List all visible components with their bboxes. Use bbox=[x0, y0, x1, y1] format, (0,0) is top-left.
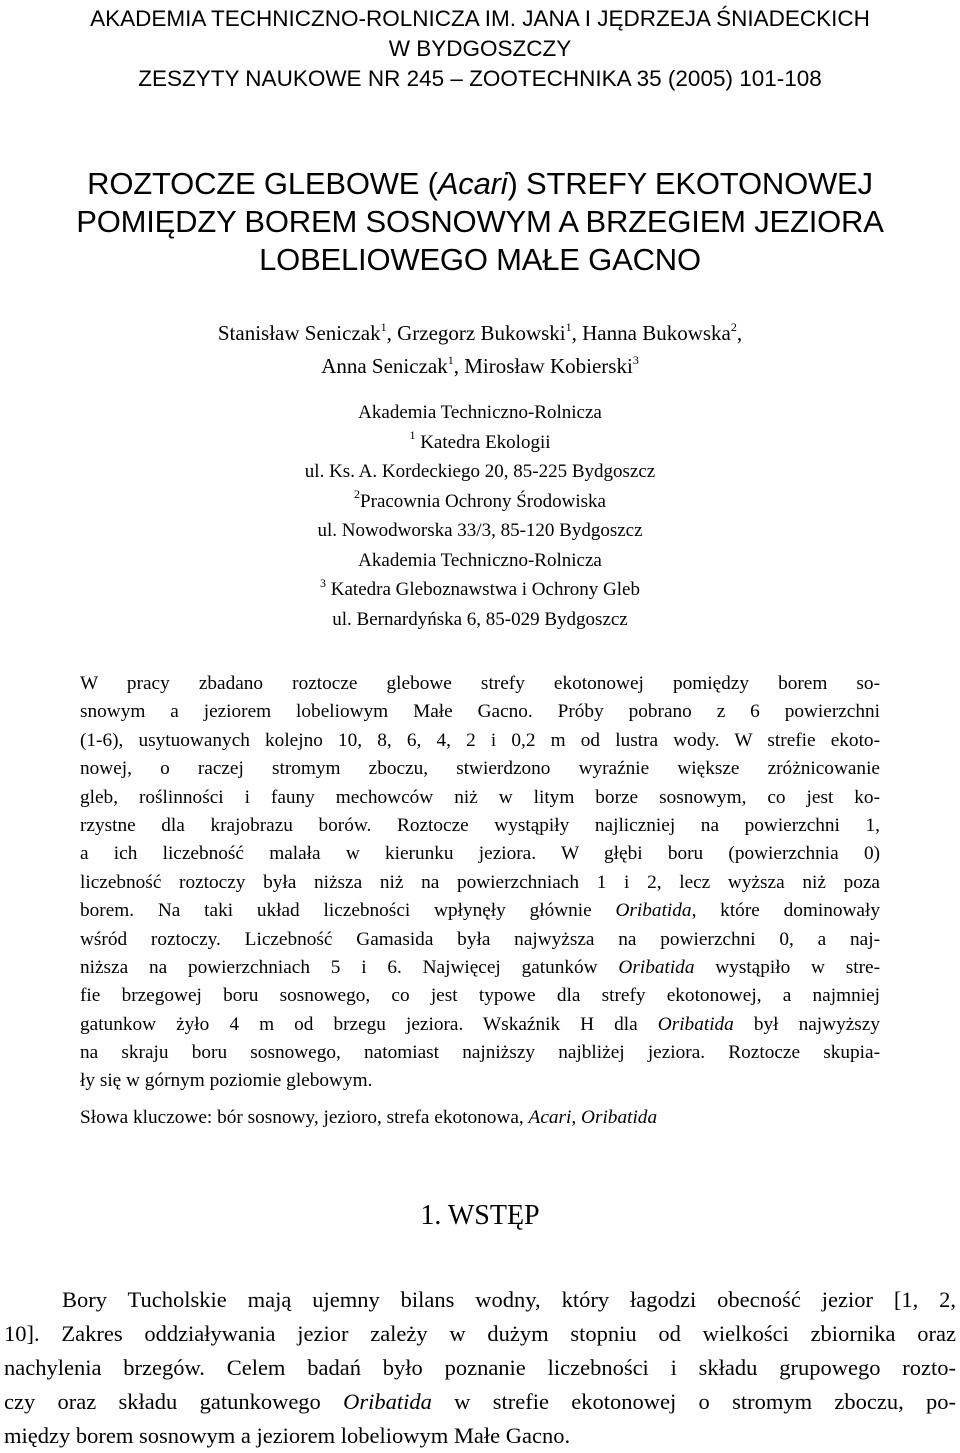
author-name: , Grzegorz Bukowski bbox=[386, 321, 566, 345]
abstract-line: nowej, o raczej stromym zboczu, stwierdzono wyraźnie większe zróżnicowanie bbox=[80, 758, 880, 780]
title-line-3: LOBELIOWEGO MAŁE GACNO bbox=[259, 242, 701, 277]
affiliation-line bbox=[0, 575, 960, 605]
author-name: Stanisław Seniczak bbox=[217, 321, 381, 345]
affiliation-line: Akademia Techniczno-Rolnicza bbox=[358, 402, 602, 423]
affiliation-marker: 1 bbox=[447, 353, 454, 367]
author-name: , Mirosław Kobierski bbox=[453, 354, 633, 378]
intro-line bbox=[4, 1385, 956, 1419]
title-text: ROZTOCZE GLEBOWE ( bbox=[87, 166, 438, 201]
affiliation-line: Akademia Techniczno-Rolnicza bbox=[358, 549, 602, 571]
affiliation-text: Pracownia Ochrony Środowiska bbox=[360, 490, 606, 512]
abstract-text: wystąpiło w stre- bbox=[694, 956, 881, 978]
abstract-line bbox=[80, 897, 880, 925]
affiliation-line bbox=[0, 428, 960, 458]
abstract-line: a ich liczebność malała w kierunku jeziora. W głębi boru (powierzchnia 0) bbox=[80, 843, 880, 865]
taxon-name: Oribatida bbox=[343, 1389, 432, 1414]
abstract-line: (1-6), usytuowanych kolejno 10, 8, 6, 4, 2 i 0,2 m od lustra wody. W strefie ekoto- bbox=[80, 729, 880, 751]
keywords-text: Słowa kluczowe: bór sosnowy, jezioro, strefa ekotonowa, bbox=[80, 1107, 529, 1128]
abstract-line: wśród roztoczy. Liczebność Gamasida była najwyższa na powierzchni 0, a naj- bbox=[80, 928, 880, 950]
affiliations bbox=[0, 398, 960, 634]
affiliation-line: ul. Bernardyńska 6, 85-029 Bydgoszcz bbox=[332, 608, 628, 630]
section-heading: 1. WSTĘP bbox=[420, 1200, 540, 1231]
separator: , bbox=[736, 321, 743, 345]
journal-header bbox=[0, 4, 960, 94]
author-name: Anna Seniczak bbox=[321, 354, 448, 378]
header-line-2: W BYDGOSZCZY bbox=[388, 36, 572, 61]
abstract-text: , które dominowały bbox=[691, 900, 880, 922]
affiliation-text: Katedra Gleboznawstwa i Ochrony Gleb bbox=[326, 579, 640, 600]
affiliation-marker: 3 bbox=[632, 353, 639, 367]
abstract-line: ły się w górnym poziomie glebowym. bbox=[80, 1070, 373, 1092]
intro-text: w strefie ekotonowej o stromym zboczu, po- bbox=[431, 1389, 956, 1414]
affiliation-text: Katedra Ekologii bbox=[415, 431, 551, 453]
abstract-line: rzystne dla krajobrazu borów. Roztocze wystąpiły najliczniej na powierzchni 1, bbox=[80, 814, 880, 836]
author-name: , Hanna Bukowska bbox=[571, 321, 731, 345]
abstract-line: snowym a jeziorem lobeliowym Małe Gacno. Próby pobrano z 6 powierzchni bbox=[80, 701, 880, 723]
title-text: ) STREFY EKOTONOWEJ bbox=[507, 166, 873, 201]
intro-line: między borem sosnowym a jeziorem lobeliowym Małe Gacno. bbox=[4, 1423, 571, 1448]
authors-line-2 bbox=[0, 350, 960, 383]
article-title bbox=[0, 165, 960, 279]
intro-line: Bory Tucholskie mają ujemny bilans wodny, który łagodzi obecność jezior [1, 2, bbox=[62, 1287, 956, 1312]
affiliation-line: ul. Ks. A. Kordeckiego 20, 85-225 Bydgoszcz bbox=[304, 461, 656, 482]
affiliation-line: ul. Nowodworska 33/3, 85-120 Bydgoszcz bbox=[317, 520, 643, 541]
affiliation-marker: 2 bbox=[730, 320, 737, 334]
intro-line: nachylenia brzegów. Celem badań było poznanie liczebności i składu grupowego rozto- bbox=[4, 1355, 956, 1380]
header-line-3: ZESZYTY NAUKOWE NR 245 – ZOOTECHNIKA 35 (2005) 101-108 bbox=[138, 66, 822, 91]
authors-line-1 bbox=[0, 317, 960, 350]
abstract-text: gatunkow żyło 4 m od brzegu jeziora. Wskaźnik H dla bbox=[80, 1013, 658, 1035]
author-list bbox=[0, 317, 960, 383]
abstract-line: liczebność roztoczy była niższa niż na powierzchniach 1 i 2, lecz wyższa niż poza bbox=[80, 871, 880, 893]
keywords bbox=[80, 1104, 880, 1132]
taxon-name: Oribatida bbox=[618, 956, 695, 978]
abstract-line bbox=[80, 1011, 880, 1039]
abstract-line: W pracy zbadano roztocze glebowe strefy ekotonowej pomiędzy borem so- bbox=[80, 673, 880, 694]
affiliation-marker: 1 bbox=[380, 320, 387, 334]
affiliation-marker: 1 bbox=[409, 428, 416, 443]
title-line-2: POMIĘDZY BOREM SOSNOWYM A BRZEGIEM JEZIORA bbox=[76, 204, 884, 239]
header-line-1: AKADEMIA TECHNICZNO-ROLNICZA IM. JANA I JĘDRZEJA ŚNIADECKICH bbox=[90, 6, 870, 31]
taxon-name: Oribatida bbox=[657, 1013, 734, 1035]
abstract-text: był najwyższy bbox=[733, 1013, 880, 1035]
abstract-text: niższa na powierzchniach 5 i 6. Najwięcej gatunków bbox=[80, 956, 619, 978]
affiliation-marker: 3 bbox=[320, 575, 327, 590]
title-italic: Acari bbox=[437, 166, 508, 201]
intro-paragraph bbox=[4, 1283, 956, 1453]
abstract-line: fie brzegowej boru sosnowego, co jest typowe dla strefy ekotonowej, a najmniej bbox=[80, 985, 880, 1007]
abstract-line: na skraju boru sosnowego, natomiast najniższy najbliżej jeziora. Roztocze skupia- bbox=[80, 1042, 880, 1064]
abstract-line: gleb, roślinności i fauny mechowców niż w litym borze sosnowym, co jest ko- bbox=[80, 786, 880, 808]
keywords-italic: Acari, Oribatida bbox=[528, 1107, 658, 1128]
intro-line: 10]. Zakres oddziaływania jezior zależy w dużym stopniu od wielkości zbiornika oraz bbox=[4, 1321, 956, 1346]
intro-text: czy oraz składu gatunkowego bbox=[4, 1389, 344, 1414]
taxon-name: Oribatida bbox=[615, 900, 692, 922]
title-line-1 bbox=[0, 165, 960, 203]
abstract bbox=[80, 670, 880, 1096]
abstract-line bbox=[80, 954, 880, 982]
affiliation-marker: 2 bbox=[354, 487, 361, 502]
affiliation-line bbox=[0, 487, 960, 517]
affiliation-marker: 1 bbox=[565, 320, 572, 334]
abstract-text: borem. Na taki układ liczebności wpłynęły głównie bbox=[80, 900, 616, 922]
